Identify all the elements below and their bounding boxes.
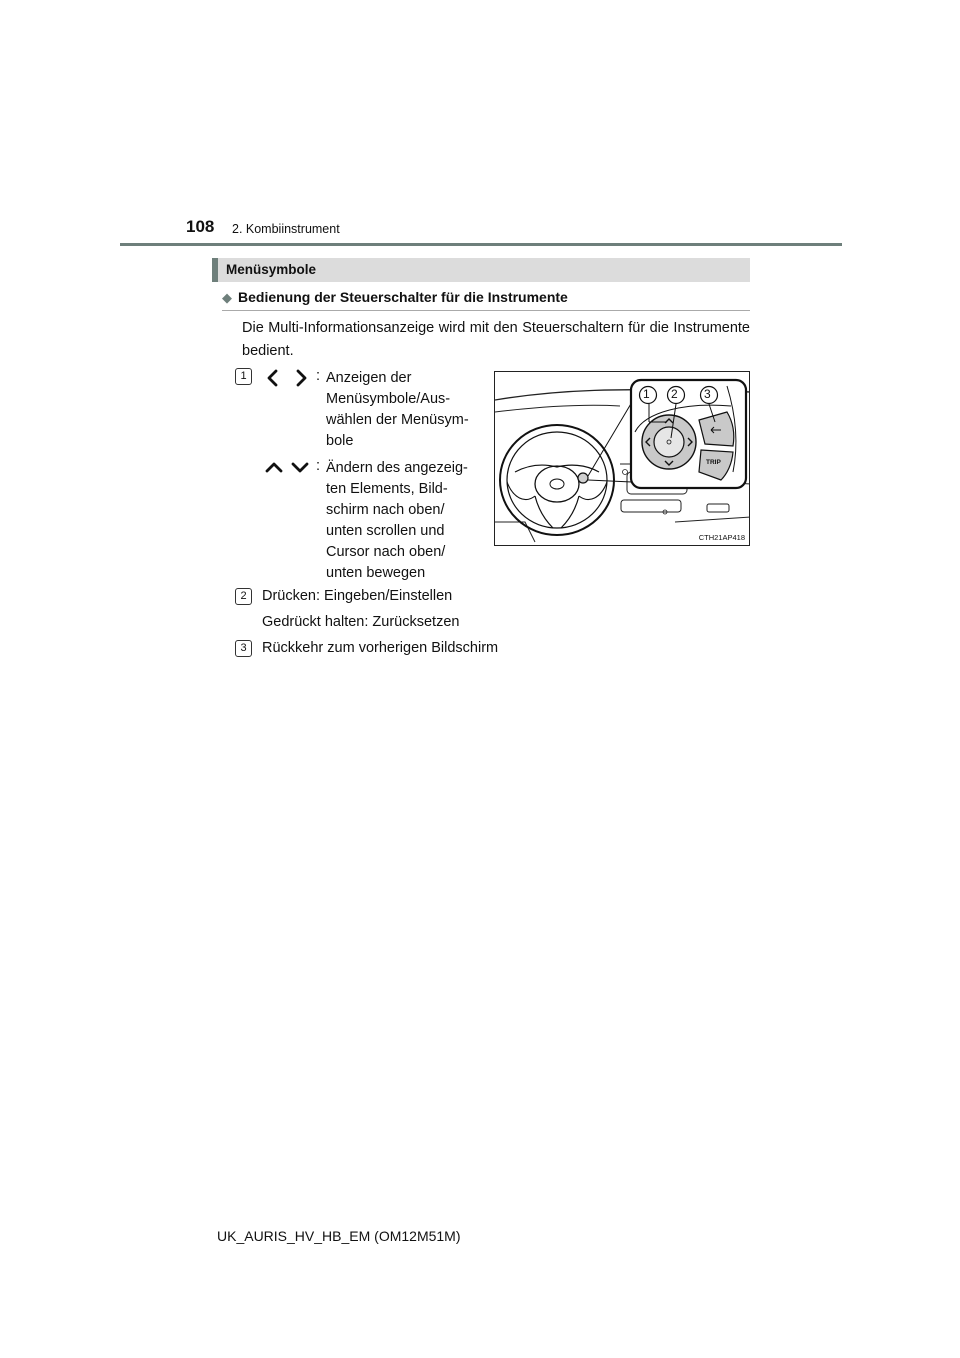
text-line: unten scrollen und [326,523,445,539]
callout-2: 2 [671,387,678,401]
left-arrow-icon [269,371,276,385]
subsection-rule [222,310,750,311]
page-number: 108 [186,217,215,236]
text-line: Cursor nach oben/ [326,544,446,560]
left-right-description [326,368,473,452]
figure-code: CTH21AP418 [698,533,745,542]
return-description: Rückkehr zum vorherigen Bildschirm [262,640,499,656]
steering-switch-illustration [494,371,750,546]
trip-button-label: TRIP [706,459,721,466]
item-number-2: 2 [235,588,252,605]
text-line: Anzeigen der [326,370,412,386]
diamond-bullet-icon: ◆ [222,290,232,305]
text-line: Menüsymbole/Aus- [326,391,451,407]
up-down-arrows-icon [262,456,312,478]
document-code: UK_AURIS_HV_HB_EM (OM12M51M) [217,1228,461,1244]
header-rule [120,243,842,246]
definition-colon: : [316,458,321,474]
text-line: Ändern des angezeig- [326,460,468,476]
subsection-heading [222,289,568,306]
definition-colon: : [316,368,321,384]
chapter-title: 2. Kombiinstrument [232,222,340,236]
section-title: Menüsymbole [226,262,317,277]
section-heading-bar [212,258,750,282]
intro-paragraph: Die Multi-Informationsanzeige wird mit den Steuerschaltern für die Instrumente bedient. [242,320,750,359]
up-down-description [326,458,473,584]
item-number-3: 3 [235,640,252,657]
press-description: Drücken: Eingeben/Einstellen [262,588,453,604]
down-arrow-icon [293,464,307,471]
text-line: schirm nach oben/ [326,502,445,518]
right-arrow-icon [298,371,305,385]
text-line: wählen der Menüsym- [326,412,469,428]
text-line: ten Elements, Bild- [326,481,448,497]
callout-3: 3 [704,387,711,401]
section-marker [212,258,218,282]
callout-1: 1 [643,387,650,401]
up-arrow-icon [267,464,281,471]
text-line: bole [326,433,354,449]
text-line: unten bewegen [326,565,426,581]
left-right-arrows-icon [262,367,312,389]
subsection-title: Bedienung der Steuerschalter für die Instrumente [238,289,568,305]
item-number-1: 1 [235,368,252,385]
hold-description: Gedrückt halten: Zurücksetzen [262,614,460,630]
